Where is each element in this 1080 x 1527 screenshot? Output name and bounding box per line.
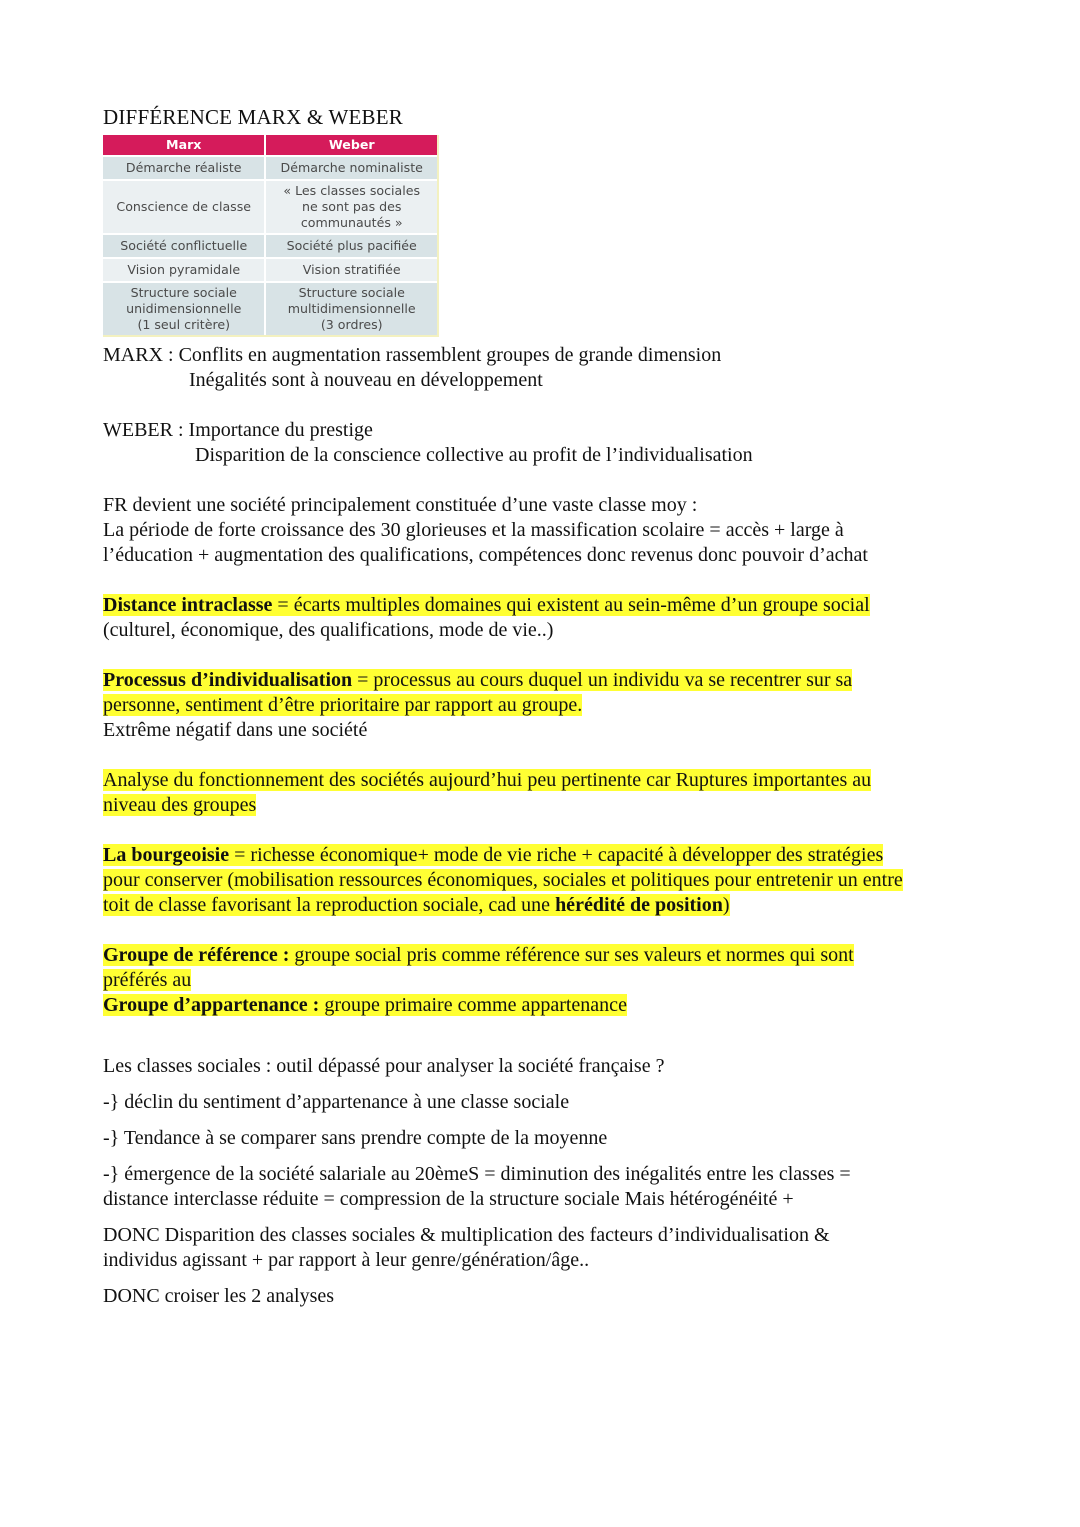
definition-distance-intraclasse bbox=[103, 593, 983, 643]
definition-text: = écarts multiples domaines qui existent au sein-même d’un groupe social bbox=[272, 594, 870, 616]
table-row bbox=[103, 233, 437, 257]
emphasis-text: hérédité de position bbox=[555, 894, 723, 916]
table-header-weber: Weber bbox=[264, 135, 437, 155]
table-cell: Démarche réaliste bbox=[103, 155, 264, 179]
paragraph-line: Extrême négatif dans une société bbox=[103, 719, 368, 741]
conclusion-section bbox=[103, 1054, 983, 1309]
paragraph-line: La période de forte croissance des 30 glorieuses et la massification scolaire = accès + large à bbox=[103, 519, 844, 541]
definition-text: toit de classe favorisant la reproduction sociale, cad une bbox=[103, 894, 556, 916]
weber-line-1: Importance du prestige bbox=[188, 419, 373, 441]
definition-term: Groupe de référence : bbox=[103, 944, 295, 966]
table-cell: Vision pyramidale bbox=[103, 257, 264, 281]
definition-term: Distance intraclasse bbox=[103, 594, 273, 616]
table-cell: Structure sociale multidimensionnelle (3 ordres) bbox=[264, 281, 437, 335]
weber-section bbox=[103, 418, 983, 468]
definition-text: = processus au cours duquel un individu va se recentrer sur sa bbox=[352, 669, 853, 691]
page-title: DIFFÉRENCE MARX & WEBER bbox=[103, 105, 403, 129]
highlighted-line: Analyse du fonctionnement des sociétés aujourd’hui peu pertinente car Ruptures importantes au bbox=[103, 769, 872, 791]
analyse-section bbox=[103, 768, 983, 818]
marx-section bbox=[103, 343, 983, 393]
definition-text: personne, sentiment d’être prioritaire par rapport au groupe. bbox=[103, 694, 583, 716]
definition-term: La bourgeoisie bbox=[103, 844, 230, 866]
definition-text: = richesse économique+ mode de vie riche + capacité à développer des stratégies bbox=[229, 844, 884, 866]
table-cell: Société conflictuelle bbox=[103, 233, 264, 257]
bullet-item-continued: distance interclasse réduite = compression de la structure sociale Mais hétérogénéité + bbox=[103, 1188, 794, 1210]
definition-text: groupe social pris comme référence sur ses valeurs et normes qui sont bbox=[294, 944, 854, 966]
table-row bbox=[103, 155, 437, 179]
question-line: Les classes sociales : outil dépassé pour analyser la société française ? bbox=[103, 1055, 665, 1077]
weber-line-2: Disparition de la conscience collective au profit de l’individualisation bbox=[195, 444, 753, 466]
france-section bbox=[103, 493, 983, 568]
comparison-table bbox=[103, 135, 439, 337]
bullet-item: -} émergence de la société salariale au 20èmeS = diminution des inégalités entre les classes = bbox=[103, 1163, 851, 1185]
weber-label: WEBER : bbox=[103, 419, 189, 441]
table-row bbox=[103, 257, 437, 281]
definition-individualisation bbox=[103, 668, 983, 743]
paragraph-line: l’éducation + augmentation des qualifications, compétences donc revenus donc pouvoir d’achat bbox=[103, 544, 868, 566]
highlighted-line: niveau des groupes bbox=[103, 794, 257, 816]
definition-bourgeoisie bbox=[103, 843, 983, 918]
table-cell: Structure sociale unidimensionnelle (1 seul critère) bbox=[103, 281, 264, 335]
marx-label: MARX : bbox=[103, 344, 179, 366]
table-cell: Démarche nominaliste bbox=[264, 155, 437, 179]
table-cell: Vision stratifiée bbox=[264, 257, 437, 281]
definition-term: Groupe d’appartenance : bbox=[103, 994, 325, 1016]
definition-groupes bbox=[103, 943, 983, 1018]
table-cell: Société plus pacifiée bbox=[264, 233, 437, 257]
table-cell: « Les classes sociales ne sont pas des communautés » bbox=[264, 179, 437, 233]
definition-term: Processus d’individualisation bbox=[103, 669, 353, 691]
paragraph-line: (culturel, économique, des qualifications, mode de vie..) bbox=[103, 619, 554, 641]
marx-line-2: Inégalités sont à nouveau en développement bbox=[189, 369, 543, 391]
conclusion-line: DONC Disparition des classes sociales & multiplication des facteurs d’individualisation & bbox=[103, 1224, 830, 1246]
document-page bbox=[103, 104, 983, 1309]
table-cell: Conscience de classe bbox=[103, 179, 264, 233]
conclusion-line: DONC croiser les 2 analyses bbox=[103, 1285, 335, 1307]
marx-line-1: Conflits en augmentation rassemblent groupes de grande dimension bbox=[178, 344, 722, 366]
definition-text: préférés au bbox=[103, 969, 192, 991]
bullet-item: -} déclin du sentiment d’appartenance à une classe sociale bbox=[103, 1091, 570, 1113]
paragraph-line: FR devient une société principalement constituée d’une vaste classe moy : bbox=[103, 494, 698, 516]
bullet-item: -} Tendance à se comparer sans prendre compte de la moyenne bbox=[103, 1127, 608, 1149]
definition-text: ) bbox=[722, 894, 730, 916]
table-header-marx: Marx bbox=[103, 135, 264, 155]
conclusion-line: individus agissant + par rapport à leur genre/génération/âge.. bbox=[103, 1249, 590, 1271]
table-row bbox=[103, 281, 437, 335]
definition-text: groupe primaire comme appartenance bbox=[324, 994, 627, 1016]
table-row bbox=[103, 179, 437, 233]
definition-text: pour conserver (mobilisation ressources économiques, sociales et politiques pour entretenir un entre bbox=[103, 869, 903, 891]
